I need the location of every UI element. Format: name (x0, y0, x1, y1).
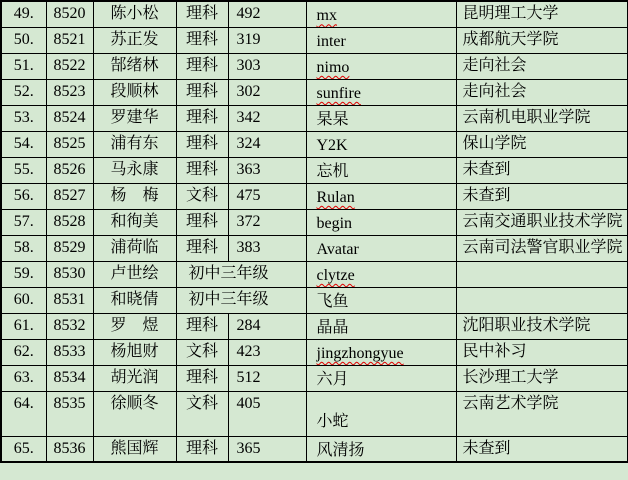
cell-score: 363 (228, 157, 306, 183)
cell-student-id: 8527 (46, 183, 93, 209)
cell-name: 和晓倩 (93, 287, 176, 313)
cell-row-number: 54. (1, 131, 46, 157)
cell-subject: 理科 (176, 436, 228, 462)
cell-school: 长沙理工大学 (456, 365, 628, 391)
cell-nickname (306, 105, 456, 131)
cell-nickname (306, 339, 456, 365)
cell-nickname (306, 313, 456, 339)
table-row (1, 79, 628, 105)
cell-student-id: 8534 (46, 365, 93, 391)
cell-school: 昆明理工大学 (456, 1, 628, 27)
table-row (1, 183, 628, 209)
cell-score: 324 (228, 131, 306, 157)
cell-nickname (306, 183, 456, 209)
cell-nickname (306, 209, 456, 235)
cell-nickname (306, 79, 456, 105)
table-row (1, 365, 628, 391)
cell-row-number: 56. (1, 183, 46, 209)
table-row (1, 391, 628, 436)
nickname-text: begin (316, 215, 353, 233)
cell-subject: 理科 (176, 1, 228, 27)
table-row (1, 339, 628, 365)
cell-nickname (306, 287, 456, 313)
cell-row-number: 51. (1, 53, 46, 79)
cell-subject: 文科 (176, 339, 228, 365)
cell-name: 徐顺冬 (93, 391, 176, 436)
cell-subject: 理科 (176, 79, 228, 105)
cell-school: 未查到 (456, 157, 628, 183)
cell-name: 罗 煜 (93, 313, 176, 339)
cell-score: 423 (228, 339, 306, 365)
cell-nickname (306, 436, 456, 462)
cell-row-number: 64. (1, 391, 46, 436)
nickname-text: 晶晶 (316, 319, 349, 337)
cell-subject: 理科 (176, 53, 228, 79)
nickname-text: jingzhongyue (316, 345, 404, 363)
cell-name: 浦有东 (93, 131, 176, 157)
table-row (1, 235, 628, 261)
table-row (1, 1, 628, 27)
cell-student-id: 8528 (46, 209, 93, 235)
cell-score: 475 (228, 183, 306, 209)
cell-school: 沈阳职业技术学院 (456, 313, 628, 339)
cell-nickname (306, 53, 456, 79)
cell-subject: 理科 (176, 157, 228, 183)
cell-score: 512 (228, 365, 306, 391)
table-row (1, 313, 628, 339)
cell-student-id: 8520 (46, 1, 93, 27)
table-body (1, 1, 628, 462)
cell-subject: 文科 (176, 183, 228, 209)
cell-nickname (306, 131, 456, 157)
cell-nickname (306, 261, 456, 287)
cell-score: 372 (228, 209, 306, 235)
nickname-text: mx (316, 7, 337, 25)
cell-school: 保山学院 (456, 131, 628, 157)
cell-school (456, 287, 628, 313)
cell-nickname (306, 27, 456, 53)
table-row (1, 436, 628, 462)
cell-student-id: 8536 (46, 436, 93, 462)
cell-student-id: 8529 (46, 235, 93, 261)
cell-subject: 文科 (176, 391, 228, 436)
nickname-text: 六月 (316, 371, 349, 389)
nickname-text: 飞鱼 (316, 293, 349, 311)
cell-row-number: 52. (1, 79, 46, 105)
cell-subject: 理科 (176, 365, 228, 391)
cell-name: 杨旭财 (93, 339, 176, 365)
table-row (1, 53, 628, 79)
cell-school: 云南机电职业学院 (456, 105, 628, 131)
nickname-text: 忘机 (316, 163, 349, 181)
nickname-text: nimo (316, 59, 350, 77)
cell-student-id: 8522 (46, 53, 93, 79)
cell-nickname (306, 391, 456, 436)
cell-name: 杨 梅 (93, 183, 176, 209)
cell-student-id: 8531 (46, 287, 93, 313)
cell-subject-merged: 初中三年级 (176, 287, 306, 313)
nickname-text: clytze (316, 267, 355, 285)
cell-school: 云南司法警官职业学院 (456, 235, 628, 261)
cell-subject: 理科 (176, 209, 228, 235)
nickname-text: inter (316, 33, 346, 51)
cell-nickname (306, 235, 456, 261)
table-row (1, 105, 628, 131)
nickname-text: Y2K (316, 137, 348, 155)
nickname-text: sunfire (316, 85, 361, 103)
cell-score: 302 (228, 79, 306, 105)
cell-school: 未查到 (456, 436, 628, 462)
cell-row-number: 53. (1, 105, 46, 131)
nickname-text: 小蛇 (316, 412, 349, 430)
cell-school: 走向社会 (456, 53, 628, 79)
cell-subject: 理科 (176, 131, 228, 157)
table-row (1, 261, 628, 287)
cell-student-id: 8532 (46, 313, 93, 339)
cell-score: 319 (228, 27, 306, 53)
cell-name: 段顺林 (93, 79, 176, 105)
cell-student-id: 8526 (46, 157, 93, 183)
cell-name: 郜绪林 (93, 53, 176, 79)
cell-score: 365 (228, 436, 306, 462)
cell-row-number: 57. (1, 209, 46, 235)
cell-school: 云南交通职业技术学院 (456, 209, 628, 235)
cell-nickname (306, 365, 456, 391)
cell-subject: 理科 (176, 27, 228, 53)
cell-score: 342 (228, 105, 306, 131)
cell-student-id: 8523 (46, 79, 93, 105)
table-row (1, 131, 628, 157)
cell-score: 383 (228, 235, 306, 261)
cell-row-number: 61. (1, 313, 46, 339)
cell-school: 云南艺术学院 (456, 391, 628, 436)
cell-student-id: 8525 (46, 131, 93, 157)
cell-row-number: 58. (1, 235, 46, 261)
cell-subject: 理科 (176, 313, 228, 339)
cell-name: 胡光润 (93, 365, 176, 391)
cell-school (456, 261, 628, 287)
cell-school: 民中补习 (456, 339, 628, 365)
cell-student-id: 8530 (46, 261, 93, 287)
cell-nickname (306, 157, 456, 183)
nickname-text: 杲杲 (316, 111, 349, 129)
cell-name: 熊国辉 (93, 436, 176, 462)
cell-name: 苏正发 (93, 27, 176, 53)
cell-school: 走向社会 (456, 79, 628, 105)
cell-score: 492 (228, 1, 306, 27)
cell-row-number: 49. (1, 1, 46, 27)
cell-name: 罗建华 (93, 105, 176, 131)
cell-name: 和徇美 (93, 209, 176, 235)
cell-row-number: 55. (1, 157, 46, 183)
cell-row-number: 50. (1, 27, 46, 53)
cell-subject: 理科 (176, 235, 228, 261)
cell-score: 405 (228, 391, 306, 436)
cell-score: 284 (228, 313, 306, 339)
table-row (1, 287, 628, 313)
table-row (1, 209, 628, 235)
nickname-text: 风清扬 (316, 441, 365, 459)
cell-subject: 理科 (176, 105, 228, 131)
cell-school: 未查到 (456, 183, 628, 209)
table-row (1, 27, 628, 53)
cell-nickname (306, 1, 456, 27)
cell-school: 成都航天学院 (456, 27, 628, 53)
cell-student-id: 8535 (46, 391, 93, 436)
cell-name: 卢世绘 (93, 261, 176, 287)
cell-row-number: 65. (1, 436, 46, 462)
cell-row-number: 63. (1, 365, 46, 391)
cell-row-number: 59. (1, 261, 46, 287)
cell-name: 马永康 (93, 157, 176, 183)
cell-row-number: 62. (1, 339, 46, 365)
cell-student-id: 8533 (46, 339, 93, 365)
cell-row-number: 60. (1, 287, 46, 313)
cell-student-id: 8524 (46, 105, 93, 131)
nickname-text: Avatar (316, 241, 359, 259)
nickname-text: Rulan (316, 189, 355, 207)
table-row (1, 157, 628, 183)
cell-name: 浦荷临 (93, 235, 176, 261)
cell-score: 303 (228, 53, 306, 79)
cell-subject-merged: 初中三年级 (176, 261, 306, 287)
cell-name: 陈小松 (93, 1, 176, 27)
cell-student-id: 8521 (46, 27, 93, 53)
